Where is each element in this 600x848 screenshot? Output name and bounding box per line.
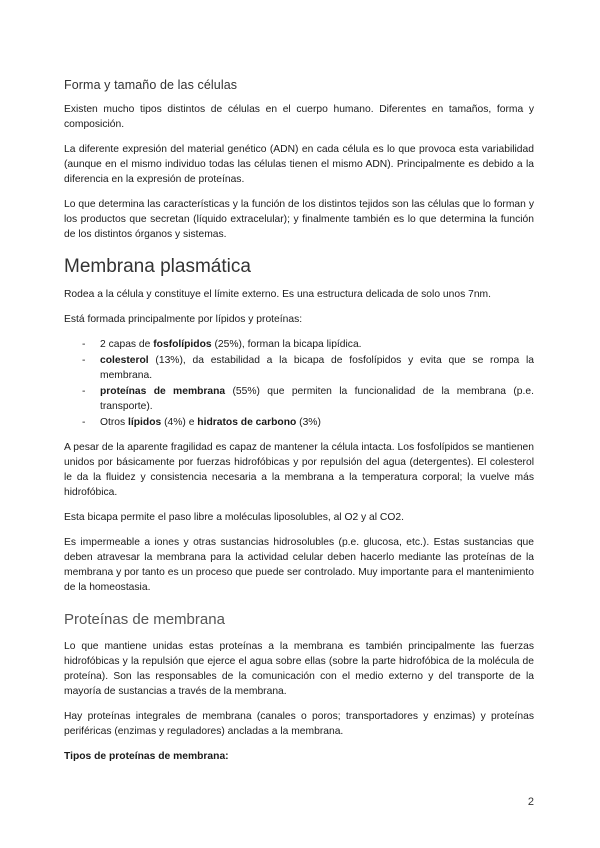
composition-list bbox=[64, 337, 534, 430]
list-item: - Otros lípidos (4%) e hidratos de carbono (3%) bbox=[82, 417, 321, 428]
paragraph: Rodea a la célula y constituye el límite externo. Es una estructura delicada de solo unos 7nm. bbox=[64, 289, 491, 300]
paragraph: Está formada principalmente por lípidos y proteínas: bbox=[64, 314, 303, 325]
paragraph: Es impermeable a iones y otras sustancias hidrosolubles (p.e. glucosa, etc.). Estas sustancias que deben atravesar la membrana para la actividad celular deben hacerlo mediante las proteínas de la membrana y por tanto es un proceso que puede ser controlado. Muy importante para el mantenimiento de la homeostasia. bbox=[64, 537, 534, 593]
dash-bullet: - bbox=[82, 417, 86, 428]
paragraph: Esta bicapa permite el paso libre a moléculas liposolubles, al O2 y al CO2. bbox=[64, 512, 404, 523]
page-content bbox=[64, 78, 534, 774]
list-item: - 2 capas de fosfolípidos (25%), forman la bicapa lipídica. bbox=[82, 339, 362, 350]
dash-bullet: - bbox=[82, 386, 86, 397]
page-number: 2 bbox=[527, 796, 534, 808]
dash-bullet: - bbox=[82, 355, 86, 366]
paragraph: Existen mucho tipos distintos de células en el cuerpo humano. Diferentes en tamaños, forma y composición. bbox=[64, 104, 534, 130]
section-heading-forma-tamano: Forma y tamaño de las células bbox=[64, 78, 238, 92]
paragraph: Lo que mantiene unidas estas proteínas a la membrana es también principalmente las fuerzas hidrofóbicas y la repulsión que ejerce el agua sobre ellas (sobre la parte hidrofóbica de la molécula de proteína). Son las responsables de la comunicación con el medio externo y del transporte de la mayoría de sustancias a través de la membrana. bbox=[64, 641, 534, 697]
paragraph: La diferente expresión del material genético (ADN) en cada célula es lo que provoca esta variabilidad (aunque en el mismo individuo todas las células tienen el mismo ADN). Principalmente es debido a la diferencia en la expresión de proteínas. bbox=[64, 144, 534, 185]
list-item: - colesterol (13%), da estabilidad a la bicapa de fosfolípidos y evita que se rompa la membrana. bbox=[82, 355, 534, 381]
dash-bullet: - bbox=[82, 339, 86, 350]
list-item: - proteínas de membrana (55%) que permiten la funcionalidad de la membrana (p.e. transporte). bbox=[82, 386, 534, 412]
section-heading-membrana-plasmatica: Membrana plasmática bbox=[64, 256, 251, 277]
paragraph: A pesar de la aparente fragilidad es capaz de mantener la célula intacta. Los fosfolípidos se mantienen unidos por básicamente por fuerzas hidrofóbicas y por repulsión del agua (detergentes). El colesterol le da la fluidez y consistencia necesaria a la membrana a la temperatura corporal; la vuelve más hidrofóbica. bbox=[64, 442, 534, 498]
section-heading-proteinas-membrana: Proteínas de membrana bbox=[64, 611, 225, 628]
paragraph: Hay proteínas integrales de membrana (canales o poros; transportadores y enzimas) y proteínas periféricas (enzimas y reguladores) ancladas a la membrana. bbox=[64, 711, 534, 737]
subheading-tipos: Tipos de proteínas de membrana: bbox=[64, 751, 229, 762]
paragraph: Lo que determina las características y la función de los distintos tejidos son las células que lo forman y los productos que secretan (líquido extracelular); y finalmente también es lo que determina la función de los distintos órganos y sistemas. bbox=[64, 199, 534, 240]
